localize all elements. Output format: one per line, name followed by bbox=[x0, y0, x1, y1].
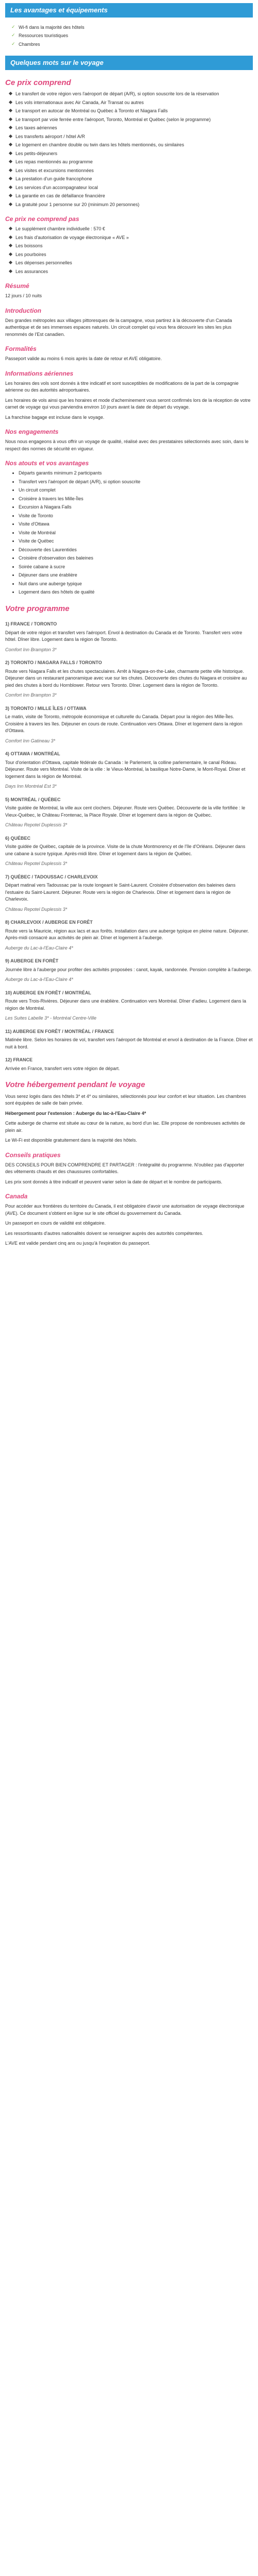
canada-text: Un passeport en cours de validité est obligatoire. bbox=[5, 1221, 106, 1226]
asset-item: • Un circuit complet bbox=[19, 487, 253, 494]
day-heading: 10) AUBERGE EN FORÊT / MONTRÉAL bbox=[5, 990, 91, 995]
price-excludes-item: Les boissons bbox=[9, 243, 253, 250]
day-hotel: Auberge du Lac-à-l'Eau-Claire 4* bbox=[5, 977, 73, 982]
day-hotel: Comfort Inn Brampton 3* bbox=[5, 647, 57, 652]
day-heading: 1) FRANCE / TORONTO bbox=[5, 621, 57, 626]
accommodation-text: Hébergement pour l'extension : Auberge du lac-à-l'Eau-Claire 4* bbox=[5, 1110, 147, 1116]
asset-item: • Croisière d'observation des baleines bbox=[19, 555, 253, 562]
canada-text: L'AVE est valide pendant cinq ans ou jusqu'à l'expiration du passeport. bbox=[5, 1241, 151, 1246]
program-day bbox=[5, 1028, 253, 1051]
asset-item: • Nuit dans une auberge typique bbox=[19, 581, 253, 588]
check-icon: ✓ bbox=[11, 24, 15, 29]
asset-item: • Excursion à Niagara Falls bbox=[19, 504, 253, 511]
day-heading: 11) AUBERGE EN FORÊT / MONTRÉAL / FRANCE bbox=[5, 1028, 115, 1034]
day-heading: 5) MONTRÉAL / QUÉBEC bbox=[5, 796, 61, 802]
price-excludes-item: Les frais d'autorisation de voyage électronique « AVE » bbox=[9, 234, 253, 242]
day-heading: 3) TORONTO / MILLE ÎLES / OTTAWA bbox=[5, 705, 87, 711]
day-heading: 7) QUÉBEC / TADOUSSAC / CHARLEVOIX bbox=[5, 874, 98, 879]
day-hotel: Château Repotel Duplessis 3* bbox=[5, 861, 68, 866]
asset-item: • Visite d'Ottawa bbox=[19, 521, 253, 528]
day-hotel: Château Repotel Duplessis 3* bbox=[5, 822, 68, 827]
program-day bbox=[5, 705, 253, 745]
day-text: Arrivée en France, transfert vers votre région de départ. bbox=[5, 1065, 120, 1071]
day-text: Tour d'orientation d'Ottawa, capitale fédérale du Canada : le Parlement, la colline parlementaire, le canal Rideau. Déjeuner. Route vers Montréal. Visite de la ville : le Vieux-Montréal, la basilique Notre-Dame, le Mont-Royal. Dîner et logement dans la région de Montréal. bbox=[5, 759, 246, 779]
day-text: Le matin, visite de Toronto, métropole économique et culturelle du Canada. Départ pour la région des Mille-Îles. Croisière à travers les îles. Déjeuner en cours de route. Continuation vers Ottawa. Dîner et logement dans la région d'Ottawa. bbox=[5, 714, 243, 733]
program-day bbox=[5, 659, 253, 699]
trip-words-bar: Quelques mots sur le voyage bbox=[5, 56, 253, 70]
day-heading: 12) FRANCE bbox=[5, 1057, 33, 1062]
price-excludes-item: Les pourboires bbox=[9, 251, 253, 259]
price-includes-item: Les taxes aériennes bbox=[9, 125, 253, 132]
price-includes-item: La garantie en cas de défaillance financière bbox=[9, 193, 253, 200]
price-includes-title: Ce prix comprend bbox=[5, 78, 71, 87]
asset-item: • Visite de Québec bbox=[19, 538, 253, 545]
program-day bbox=[5, 958, 253, 984]
day-text: Départ de votre région et transfert vers l'aéroport. Envol à destination du Canada et de Toronto. Transfert vers votre hôtel. Dîner libre. Logement dans la région de Toronto. bbox=[5, 630, 243, 642]
advice-text: Les prix sont donnés à titre indicatif et peuvent varier selon la date de départ et le nombre de participants. bbox=[5, 1179, 222, 1184]
commitments-title: Nos engagements bbox=[5, 428, 59, 435]
advantages-list bbox=[5, 21, 253, 53]
canada-text: Pour accéder aux frontières du territoire du Canada, il est obligatoire d'avoir une autorisation de voyage électronique (AVE). Ce document s'obtient en ligne sur le site officiel du gouvernement du Canada. bbox=[5, 1204, 245, 1216]
day-hotel: Château Repotel Duplessis 3* bbox=[5, 906, 68, 912]
asset-item: • Découverte des Laurentides bbox=[19, 547, 253, 554]
day-heading: 8) CHARLEVOIX / AUBERGE EN FORÊT bbox=[5, 920, 93, 925]
price-excludes-item: Les dépenses personnelles bbox=[9, 260, 253, 267]
advice-text: DES CONSEILS POUR BIEN COMPRENDRE ET PARTAGER : l'intégralité du programme. N'oubliez pas d'apporter des vêtements chauds et des chaussures confortables. bbox=[5, 1162, 245, 1174]
program-day bbox=[5, 621, 253, 653]
day-heading: 2) TORONTO / NIAGARA FALLS / TORONTO bbox=[5, 660, 102, 665]
day-text: Route vers Niagara Falls et les chutes spectaculaires. Arrêt à Niagara-on-the-Lake, charmante petite ville historique. Déjeuner dans un restaurant panoramique avec vue sur les chutes. Découverte des chutes du Niagara et croisière au pied des chutes à bord du Hornblower. Retour vers Toronto. Dîner. Logement dans la région de Toronto. bbox=[5, 668, 247, 688]
price-includes-item: Les services d'un accompagnateur local bbox=[9, 184, 253, 192]
day-hotel: Comfort Inn Gatineau 3* bbox=[5, 738, 56, 743]
flight-info-text: Les horaires des vols sont donnés à titre indicatif et sont susceptibles de modifications de la part de la compagnie aérienne ou des autorités aéroportuaires. bbox=[5, 380, 239, 393]
asset-item: • Visite de Montréal bbox=[19, 530, 253, 537]
day-text: Journée libre à l'auberge pour profiter des activités proposées : canot, kayak, randonnée. Pension complète à l'auberge. bbox=[5, 967, 252, 972]
introduction-title: Introduction bbox=[5, 307, 41, 314]
program-day bbox=[5, 796, 253, 829]
commitments-text: Nous nous engageons à vous offrir un voyage de qualité, réalisé avec des prestataires sélectionnés avec soin, dans le respect des normes de sécurité en vigueur. bbox=[5, 439, 249, 451]
accommodation-text: Cette auberge de charme est située au cœur de la nature, au bord d'un lac. Elle propose de nombreuses activités de plein air. bbox=[5, 1121, 245, 1133]
formalities-title: Formalités bbox=[5, 345, 37, 352]
day-hotel: Auberge du Lac-à-l'Eau-Claire 4* bbox=[5, 945, 73, 951]
day-text: Départ matinal vers Tadoussac par la route longeant le Saint-Laurent. Croisière d'observation des baleines dans l'estuaire du Saint-Laurent. Déjeuner. Route vers la région de Charlevoix. Dîner et logement dans la région de Charlevoix. bbox=[5, 883, 236, 902]
check-icon: ✓ bbox=[11, 32, 15, 38]
canada-title: Canada bbox=[5, 1193, 28, 1200]
price-includes-item: Les visites et excursions mentionnées bbox=[9, 167, 253, 175]
page bbox=[0, 3, 258, 1266]
price-excludes-title: Ce prix ne comprend pas bbox=[5, 215, 79, 223]
program-title: Votre programme bbox=[5, 604, 70, 613]
price-includes-item: Les vols internationaux avec Air Canada, Air Transat ou autres bbox=[9, 99, 253, 107]
program-day bbox=[5, 874, 253, 913]
asset-item: • Visite de Toronto bbox=[19, 513, 253, 520]
day-hotel: Days Inn Montréal Est 3* bbox=[5, 784, 57, 789]
day-hotel: Comfort Inn Brampton 3* bbox=[5, 692, 57, 698]
day-heading: 9) AUBERGE EN FORÊT bbox=[5, 958, 59, 963]
summary-text: 12 jours / 10 nuits bbox=[5, 293, 42, 298]
price-includes-list bbox=[5, 91, 253, 208]
program-day bbox=[5, 751, 253, 790]
price-includes-item: La prestation d'un guide francophone bbox=[9, 176, 253, 183]
flight-info-text: La franchise bagage est incluse dans le voyage. bbox=[5, 414, 105, 420]
price-includes-item: Les transferts aéroport / hôtel A/R bbox=[9, 133, 253, 141]
price-includes-item: Le transport par voie ferrée entre l'aéroport, Toronto, Montréal et Québec (selon le programme) bbox=[9, 116, 253, 124]
assets-list bbox=[5, 470, 253, 596]
program-day bbox=[5, 990, 253, 1022]
asset-item: • Logement dans des hôtels de qualité bbox=[19, 589, 253, 596]
advantage-item: ✓ Chambres bbox=[11, 41, 40, 47]
day-text: Route vers Trois-Rivières. Déjeuner dans une érablière. Continuation vers Montréal. Dîner d'adieu. Logement dans la région de Montréal. bbox=[5, 998, 246, 1011]
day-heading: 6) QUÉBEC bbox=[5, 835, 31, 841]
day-hotel: Les Suites Labelle 3* - Montréal Centre-Ville bbox=[5, 1015, 96, 1021]
asset-item: • Transfert vers l'aéroport de départ (A/R), si option souscrite bbox=[19, 479, 253, 486]
asset-item: • Croisière à travers les Mille-Îles bbox=[19, 496, 253, 503]
asset-item: • Déjeuner dans une érablière bbox=[19, 572, 253, 579]
accommodation-title: Votre hébergement pendant le voyage bbox=[5, 1080, 146, 1089]
asset-item: • Départs garantis minimum 2 participants bbox=[19, 470, 253, 477]
flight-info-title: Informations aériennes bbox=[5, 369, 74, 377]
assets-title: Nos atouts et vos avantages bbox=[5, 460, 89, 467]
day-heading: 4) OTTAWA / MONTRÉAL bbox=[5, 751, 60, 756]
price-includes-item: Les repas mentionnés au programme bbox=[9, 159, 253, 166]
canada-text: Les ressortissants d'autres nationalités doivent se renseigner auprès des autorités compétentes. bbox=[5, 1230, 203, 1236]
program-day bbox=[5, 1057, 253, 1072]
accommodation-text: Le Wi-Fi est disponible gratuitement dans la majorité des hôtels. bbox=[5, 1138, 137, 1143]
price-includes-item: La gratuité pour 1 personne sur 20 (minimum 20 personnes) bbox=[9, 201, 253, 209]
check-icon: ✓ bbox=[11, 41, 15, 46]
accommodation-text: Vous serez logés dans des hôtels 3* et 4* ou similaires, sélectionnés pour leur confort et leur situation. Les chambres sont équipées de salle de bain privée. bbox=[5, 1093, 246, 1106]
price-excludes-item: Les assurances bbox=[9, 268, 253, 276]
flight-info-text: Les horaires de vols ainsi que les horaires et mode d'acheminement vous seront confirmés lors de la réception de votre carnet de voyage qui vous parviendra environ 10 jours avant la date de départ du voyage. bbox=[5, 397, 251, 410]
program-days bbox=[5, 621, 253, 1072]
day-text: Visite guidée de Montréal, la ville aux cent clochers. Déjeuner. Route vers Québec. Découverte de la ville fortifiée : le Vieux-Québec, le Château Frontenac, la Place Royale. Dîner et logement dans la région de Québec. bbox=[5, 805, 246, 818]
advantage-item: ✓ Wi-fi dans la majorité des hôtels bbox=[11, 24, 85, 30]
price-includes-item: Le transfert de votre région vers l'aéroport de départ (A/R), si option souscrite lors de la réservation bbox=[9, 91, 253, 98]
price-excludes-list bbox=[5, 226, 253, 275]
program-day bbox=[5, 919, 253, 952]
day-text: Matinée libre. Selon les horaires de vol, transfert vers l'aéroport de Montréal et envol à destination de la France. Dîner et nuit à bord. bbox=[5, 1037, 253, 1049]
price-includes-item: Le logement en chambre double ou twin dans les hôtels mentionnés, ou similaires bbox=[9, 142, 253, 149]
summary-title: Résumé bbox=[5, 282, 29, 290]
asset-item: • Soirée cabane à sucre bbox=[19, 564, 253, 571]
day-text: Route vers la Mauricie, région aux lacs et aux forêts. Installation dans une auberge typique en pleine nature. Déjeuner. Après-midi consacré aux activités de plein air. Dîner et logement à l'auberge. bbox=[5, 928, 249, 940]
price-excludes-item: Le supplément chambre individuelle : 570 € bbox=[9, 226, 253, 233]
introduction-text: Des grandes métropoles aux villages pittoresques de la campagne, vous partirez à la découverte d'un Canada authentique et de ses immenses espaces naturels. Un circuit complet qui vous fera découvrir les sites les plus renommés de l'Est canadien. bbox=[5, 317, 232, 337]
price-includes-item: Les petits-déjeuners bbox=[9, 150, 253, 158]
advantage-item: ✓ Ressources touristiques bbox=[11, 32, 69, 38]
advice-title: Conseils pratiques bbox=[5, 1151, 61, 1159]
price-includes-item: Le transport en autocar de Montréal ou Québec à Toronto et Niagara Falls bbox=[9, 108, 253, 115]
day-text: Visite guidée de Québec, capitale de la province. Visite de la chute Montmorency et de l'île d'Orléans. Déjeuner dans une cabane à sucre typique. Après-midi libre. Dîner et logement dans la région de Québec. bbox=[5, 844, 246, 856]
advantages-bar: Les avantages et équipements bbox=[5, 3, 253, 18]
formalities-text: Passeport valide au moins 6 mois après la date de retour et AVE obligatoire. bbox=[5, 356, 162, 361]
program-day bbox=[5, 835, 253, 868]
